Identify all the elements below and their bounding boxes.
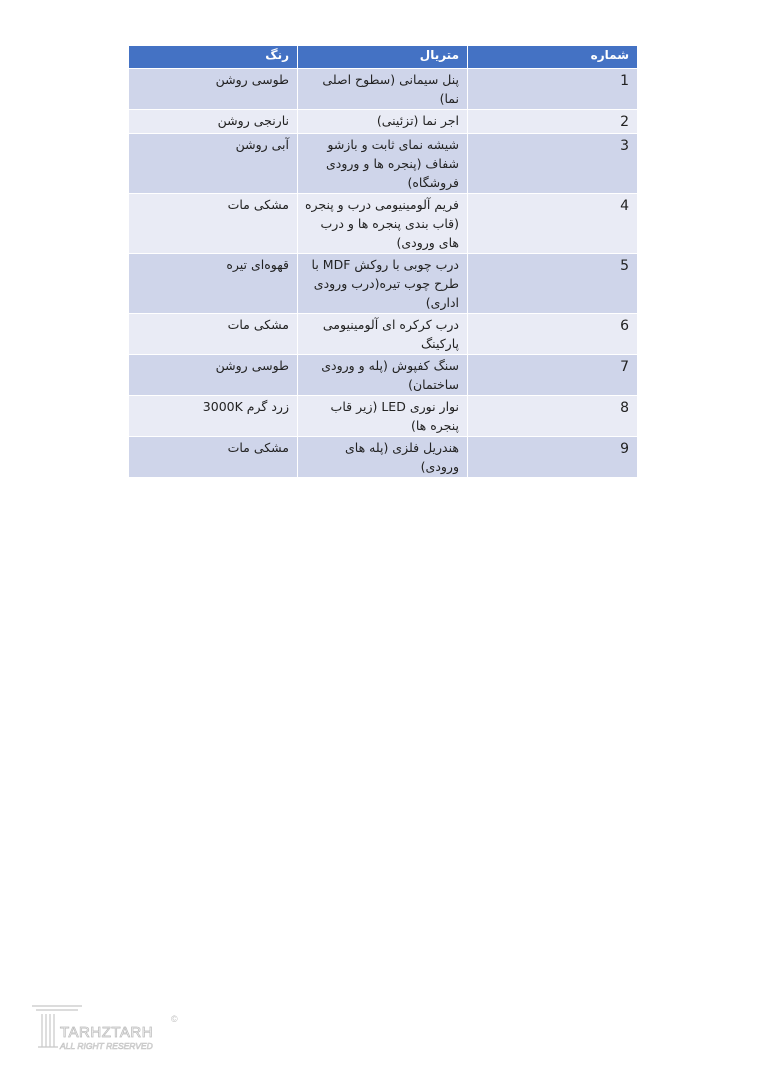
header-number: شماره — [468, 46, 638, 69]
logo-name: TARHZTARH — [60, 1024, 154, 1041]
row-number: 7 — [468, 355, 638, 396]
row-color: نارنجی روشن — [129, 110, 298, 134]
row-material: هندریل فلزی (پله های ورودی) — [298, 437, 468, 478]
logo-mark-icon — [30, 1003, 182, 1055]
row-color: طوسی روشن — [129, 355, 298, 396]
header-material: متریال — [298, 46, 468, 69]
row-color: مشکی مات — [129, 314, 298, 355]
row-color: مشکی مات — [129, 437, 298, 478]
row-color: زرد گرم 3000K — [129, 396, 298, 437]
table-row — [129, 396, 638, 437]
row-color: مشکی مات — [129, 194, 298, 254]
copyright-mark: © — [171, 1014, 178, 1024]
table-row — [129, 69, 638, 110]
row-color: طوسی روشن — [129, 69, 298, 110]
logo-tagline: ALL RIGHT RESERVED — [60, 1041, 153, 1051]
header-color: رنگ — [129, 46, 298, 69]
table-row — [129, 134, 638, 194]
row-number: 8 — [468, 396, 638, 437]
row-material: نوار نوری LED (زیر قاب پنجره ها) — [298, 396, 468, 437]
table-header-row — [129, 46, 638, 69]
table-row — [129, 437, 638, 478]
row-number: 1 — [468, 69, 638, 110]
table-row — [129, 194, 638, 254]
tarhztarh-logo — [30, 1003, 182, 1055]
row-color: قهوه‌ای تیره — [129, 254, 298, 314]
table-row — [129, 314, 638, 355]
table-row — [129, 110, 638, 134]
row-color: آبی روشن — [129, 134, 298, 194]
row-number: 6 — [468, 314, 638, 355]
row-number: 4 — [468, 194, 638, 254]
row-material: درب کرکره ای آلومینیومی پارکینگ — [298, 314, 468, 355]
row-material: درب چوبی با روکش MDF با طرح چوب تیره(درب ورودی اداری) — [298, 254, 468, 314]
row-number: 5 — [468, 254, 638, 314]
row-number: 2 — [468, 110, 638, 134]
row-material: شیشه نمای ثابت و بازشو شفاف (پنجره ها و ورودی فروشگاه) — [298, 134, 468, 194]
table-row — [129, 254, 638, 314]
row-number: 3 — [468, 134, 638, 194]
row-material: اجر نما (تزئینی) — [298, 110, 468, 134]
table-row — [129, 355, 638, 396]
row-material: فریم آلومینیومی درب و پنجره (قاب بندی پنجره ها و درب های ورودی) — [298, 194, 468, 254]
materials-table — [128, 45, 638, 478]
row-material: پنل سیمانی (سطوح اصلی نما) — [298, 69, 468, 110]
row-number: 9 — [468, 437, 638, 478]
row-material: سنگ کفپوش (پله و ورودی ساختمان) — [298, 355, 468, 396]
